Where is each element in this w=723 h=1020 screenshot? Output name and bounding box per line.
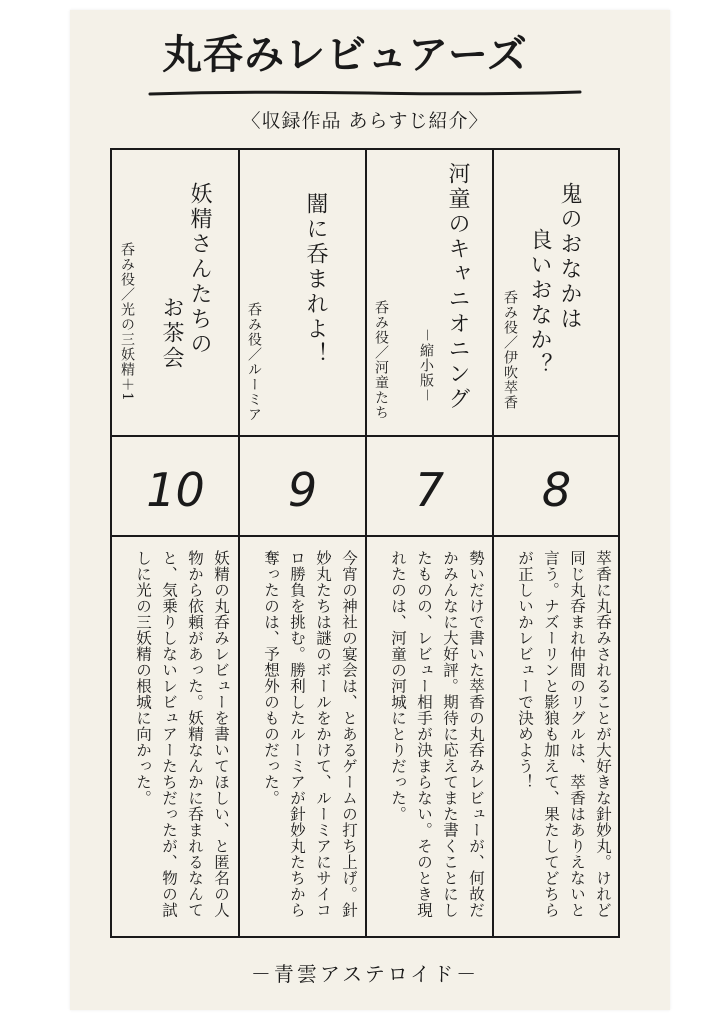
work-title-line: 闇に呑まれよ！ <box>303 192 328 367</box>
page-title: 丸呑みレビュアーズ <box>162 32 528 78</box>
work-title-line: 河童のキャニオニング <box>445 162 470 412</box>
title-underline <box>148 90 582 96</box>
col-divider-1 <box>238 150 240 936</box>
work-score: 10 <box>146 463 205 517</box>
col-divider-3 <box>492 150 494 936</box>
work-title-line: お茶会 <box>159 296 184 371</box>
work-synopsis: 萃香に丸呑みされることが大好きな針妙丸。けれど同じ丸呑まれ仲間のリグルは、萃香はありえないと言う。ナズーリンと影狼も加えて、果たしてどちらが正しいかレビューで決めよう！ <box>516 550 612 918</box>
work-synopsis: 勢いだけで書いた萃香の丸呑みレビューが、何故だかみんなに大好評。期待に応えてまた書くことにしたものの、レビュー相手が決まらない。そのとき現れたのは、河童の河城にとりだった。 <box>389 550 485 918</box>
work-subtitle: －縮小版－ <box>418 328 434 403</box>
page-subtitle: 〈収録作品 あらすじ紹介〉 <box>241 110 489 132</box>
work-score: 8 <box>541 463 572 517</box>
work-synopsis: 今宵の神社の宴会は、とあるゲームの打ち上げ。針妙丸たちは謎のボールをかけて、ルーミアにサイコロ勝負を挑む。勝利したルーミアが針妙丸たちから奪ったのは、予想外のものだった。 <box>262 550 358 918</box>
work-title-line: 妖精さんたちの <box>187 182 212 357</box>
work-score: 7 <box>414 463 445 517</box>
work-title-line: 鬼のおなかは <box>557 182 582 332</box>
works-table <box>110 148 620 938</box>
work-credit: 呑み役／河童たち <box>373 300 389 420</box>
work-credit: 呑み役／ルーミア <box>246 302 262 422</box>
work-credit: 呑み役／光の三妖精＋1 <box>119 242 135 402</box>
work-credit: 呑み役／伊吹萃香 <box>502 290 518 410</box>
col-divider-2 <box>365 150 367 936</box>
work-synopsis: 妖精の丸呑みレビューを書いてほしい、と匿名の人物から依頼があった。妖精なんかに呑まれるなんてと、気乗りしないレビュアーたちだったが、物の試しに光の三妖精の根城に向かった。 <box>134 550 230 918</box>
work-title-line: 良いおなか？ <box>527 228 552 378</box>
work-score: 9 <box>287 463 318 517</box>
circle-name-footer: －青雲アステロイド－ <box>250 962 480 986</box>
